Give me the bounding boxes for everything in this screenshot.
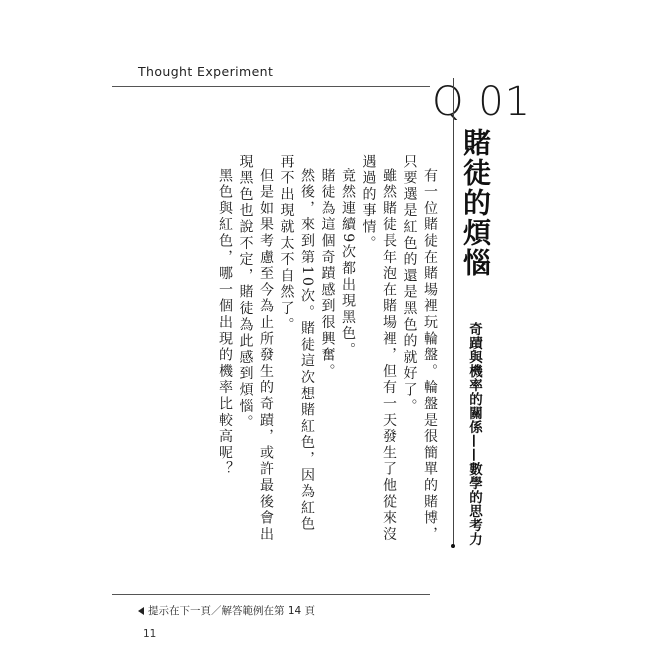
paragraph: 黑色與紅色，哪一個出現的機率比較高呢？ — [217, 168, 233, 478]
left-triangle-icon — [138, 607, 144, 615]
footer-hint — [138, 603, 315, 618]
question-title: 賭徒的煩惱 — [459, 128, 492, 278]
section-header-title: Thought Experiment — [138, 64, 274, 79]
question-number: Q 01 — [432, 79, 532, 125]
page-number: 11 — [143, 628, 157, 640]
paragraph: 然後，來到第10次。賭徒這次想賭紅色，因為紅色再不出現就太不自然了。 — [278, 154, 315, 533]
vertical-divider — [453, 78, 454, 548]
question-subtitle: 奇蹟與機率的關係——數學的思考力 — [466, 322, 482, 546]
footer-rule — [112, 594, 430, 595]
paragraph: 有一位賭徒在賭場裡玩輪盤。輪盤是很簡單的賭博，只要選是紅色的還是黑色的就好了。 — [401, 154, 438, 543]
divider-dot — [451, 544, 455, 548]
paragraph: 賭徒為這個奇蹟感到很興奮。 — [319, 168, 336, 380]
body-text — [198, 154, 440, 546]
header-rule — [112, 86, 430, 87]
paragraph: 但是如果考慮至今為止所發生的奇蹟，或許最後會出現黑色也說不定，賭徒為此感到煩惱。 — [237, 154, 274, 543]
paragraph: 竟然連續9次都出現黑色。 — [340, 168, 356, 359]
paragraph: 雖然賭徒長年泡在賭場裡，但有一天發生了他從來沒遇過的事情。 — [360, 154, 397, 543]
footer-hint-text: 提示在下一頁／解答範例在第 14 頁 — [148, 605, 316, 617]
